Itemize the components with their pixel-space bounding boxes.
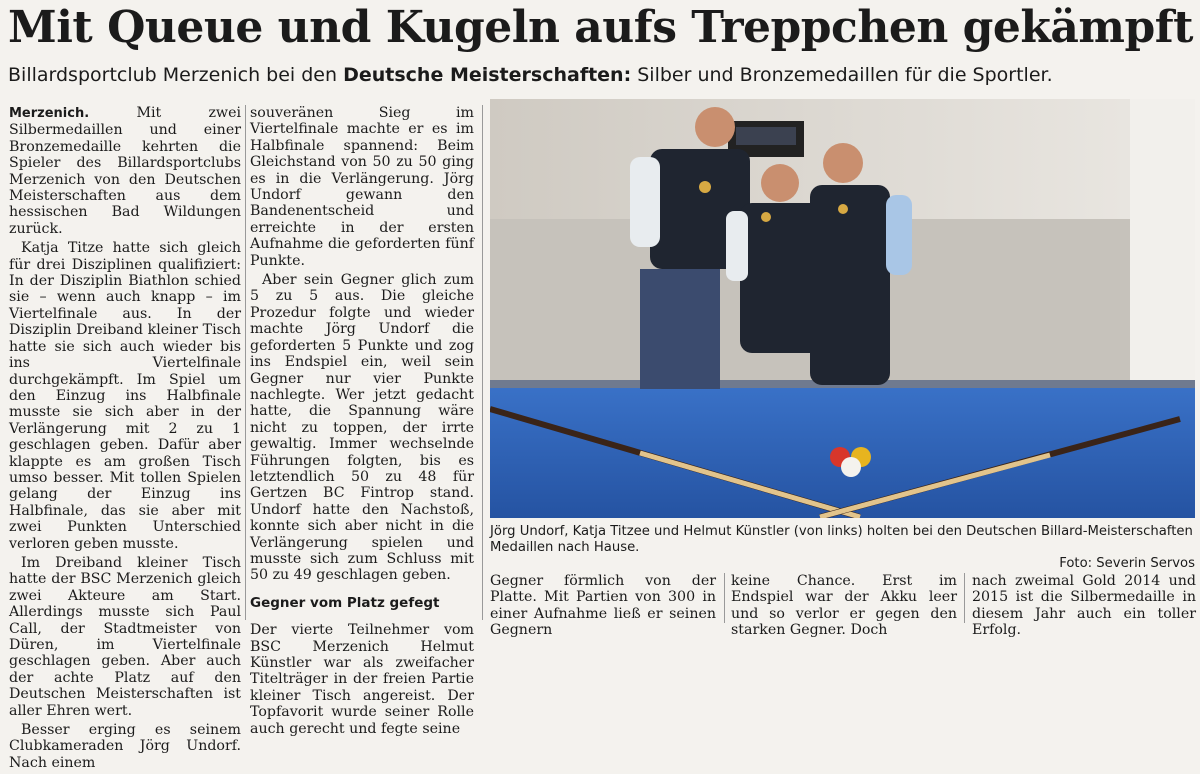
photo-caption: [490, 524, 1195, 572]
photo-illustration: [490, 99, 1195, 518]
article-bottom-column-2: keine Chance. Erst im Endspiel war der Akku leer und so verlor er gegen den starken Gegner. Doch: [731, 573, 957, 639]
paragraph: Im Dreiband kleiner Tisch hatte der BSC Merzenich gleich zwei Akteure am Start. Allerdings musste sich Paul Call, der Stadtmeister von Düren, im Viertelfinale geschlagen geben. Aber auch der achte Platz auf den Deutschen Meisterschaften ist aller Ehren wert.: [9, 554, 241, 719]
paragraph: Aber sein Gegner glich zum 5 zu 5 aus. Die gleiche Prozedur folgte und wieder machte Jörg Undorf die geforderten 5 Punkte und zog ins Endspiel ein, weil sein Gegner nur vier Punkte nachlegte. Wer jetzt gedacht hatte, die Spannung wäre nicht zu toppen, der irrte gewaltig. Immer wechselnde Führungen folgten, bis es letztendlich 50 zu 48 für Gertzen BC Fintrop stand. Undorf hatte den Nachstoß, konnte sich aber nicht in die Verlängerung spielen und musste sich zum Schluss mit 50 zu 49 geschlagen geben.: [250, 272, 474, 584]
column-rule: [964, 573, 965, 623]
column-rule: [482, 105, 483, 620]
section-subtitle: Gegner vom Platz gefegt: [250, 594, 440, 611]
article-bottom-column-1: Gegner förmlich von der Platte. Mit Partien von 300 in einer Aufnahme ließ er seinen Gegnern: [490, 573, 716, 639]
column-rule: [245, 105, 246, 620]
headline: Mit Queue und Kugeln aufs Treppchen gekämpft: [8, 2, 1193, 53]
paragraph: Der vierte Teilnehmer vom BSC Merzenich Helmut Künstler war als zweifacher Titelträger in der freien Partie kleiner Tisch angereist. Der Topfavorit wurde seiner Rolle auch gerecht und fegte seine: [250, 622, 474, 737]
article-bottom-column-3: nach zweimal Gold 2014 und 2015 ist die Silbermedaille in diesem Jahr auch ein toller Erfolg.: [972, 573, 1196, 639]
dateline: Merzenich.: [9, 106, 90, 121]
subhead-bold: Deutsche Meisterschaften:: [343, 64, 632, 86]
article-column-1: [9, 105, 241, 774]
paragraph: Besser erging es seinem Clubkameraden Jörg Undorf. Nach einem: [9, 722, 241, 771]
column-rule: [724, 573, 725, 623]
photo-credit: Foto: Severin Servos: [1059, 556, 1195, 571]
caption-text: Jörg Undorf, Katja Titzee und Helmut Künstler (von links) holten bei den Deutschen Billard-Meisterschaften Medaillen nach Hause.: [490, 524, 1193, 555]
subhead-pre: Billardsportclub Merzenich bei den: [8, 64, 344, 86]
article-column-2: [250, 105, 474, 740]
subhead-post: Silber und Bronzemedaillen für die Sportler.: [631, 64, 1053, 86]
paragraph: Mit zwei Silbermedaillen und einer Bronzemedaille kehrten die Spieler des Billardsportclubs Merzenich von den Deutschen Meisterschaften aus dem hessischen Bad Wildungen zurück.: [9, 105, 242, 237]
paragraph: souveränen Sieg im Viertelfinale machte er es im Halbfinale spannend: Beim Gleichstand von 50 zu 50 ging es in die Verlängerung. Jörg Undorf gewann den Bandenentscheid und erreichte in der ersten Aufnahme die geforderten fünf Punkte.: [250, 105, 474, 269]
team-photo: [490, 99, 1195, 518]
subheadline: [8, 64, 1053, 86]
paragraph: Katja Titze hatte sich gleich für drei Disziplinen qualifiziert: In der Disziplin Biathlon schied sie – wenn auch knapp – im Viertelfinale aus. In der Disziplin Dreiband kleiner Tisch hatte sie sich auch wieder bis ins Viertelfinale durchgekämpft. Im Spiel um den Einzug ins Halbfinale musste sie sich aber in der Verlängerung mit 2 zu 1 geschlagen geben. Dafür aber klappte es am großen Tisch umso besser. Mit tollen Spielen gelang der Einzug ins Halbfinale, das sie aber mit zwei Punkten Unterschied verloren geben musste.: [9, 240, 241, 552]
